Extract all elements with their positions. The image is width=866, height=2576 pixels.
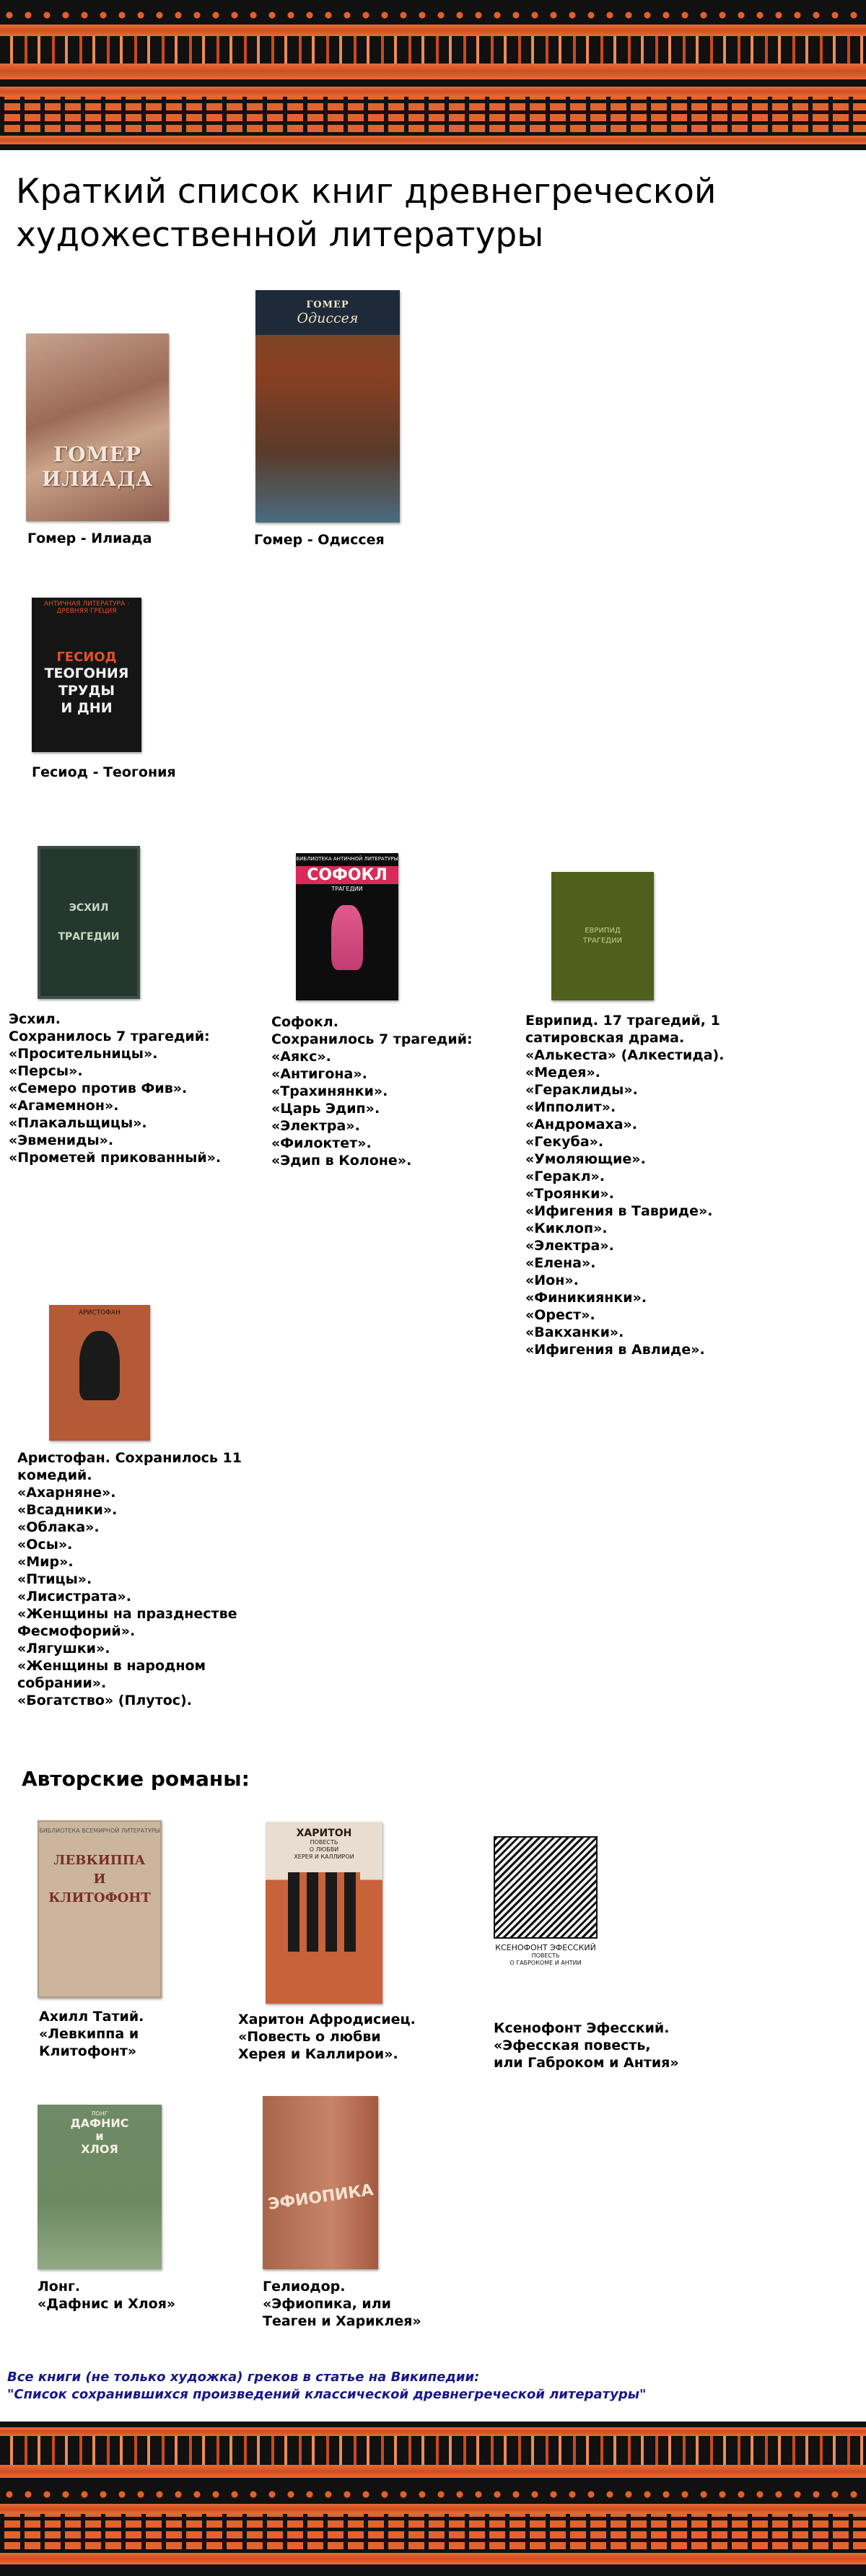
page-title-line-1: Краткий список книг древнегреческой <box>16 172 717 211</box>
book-cover-daphnis: ЛОНГ ДАФНИС и ХЛОЯ <box>38 2105 162 2269</box>
book-caption-aeschylus: Эсхил. Сохранилось 7 трагедий: «Просительницы». «Персы». «Семеро против Фив». «Агамемнон». «Плакальщицы». «Эвмениды». «Прометей прикованный». <box>9 1011 222 1166</box>
book-cover-sophocles: БИБЛИОТЕКА АНТИЧНОЙ ЛИТЕРАТУРЫ СОФОКЛ ТРАГЕДИИ <box>296 853 398 1000</box>
odyssey-title-band: ГОМЕР Одиссея <box>255 290 400 335</box>
book-cover-aeschylus: ЭСХИЛ ТРАГЕДИИ <box>38 846 140 999</box>
book-cover-chariton: ХАРИТОН ПОВЕСТЬ О ЛЮБВИ ХЕРЕЯ И КАЛЛИРОИ <box>266 1822 382 2004</box>
book-cover-aristophanes: АРИСТОФАН <box>49 1305 150 1441</box>
book-caption-leucippe: Ахилл Татий. «Левкиппа и Клитофонт» <box>39 2009 144 2059</box>
footer-line-1: Все книги (не только художка) греков в статье на Википедии: <box>7 2370 480 2385</box>
book-caption-euripides: Еврипид. 17 трагедий, 1 сатировская драма. «Алькеста» (Алкестида). «Медея». «Гераклиды». «Ипполит». «Андромаха». «Гекуба». «Умоляющие». «Геракл». «Троянки». «Ифигения в Тавриде». «Киклоп». «Электра». «Елена». «Ион». «Финикиянки». «Орест». «Вакханки». «Ифигения в Авлиде». <box>525 1013 725 1358</box>
book-cover-aethiopica: ЭФИОПИКА <box>263 2096 378 2269</box>
book-caption-chariton: Харитон Афродисиец. «Повесть о любви Херея и Каллирои». <box>238 2012 416 2062</box>
book-caption-odyssey: Гомер - Одиссея <box>254 532 385 548</box>
footer-note <box>7 2369 859 2403</box>
book-caption-aethiopica: Гелиодор. «Эфиопика, или Теаген и Хариклея» <box>263 2279 421 2329</box>
book-caption-sophocles: Софокл. Сохранилось 7 трагедий: «Аякс». «Антигона». «Трахинянки». «Царь Эдип». «Электра». «Филоктет». «Эдип в Колоне». <box>271 1014 473 1169</box>
book-cover-leucippe: БИБЛИОТЕКА ВСЕМИРНОЙ ЛИТЕРАТУРЫ ЛЕВКИППА И КЛИТОФОНТ <box>38 1820 162 1998</box>
book-caption-daphnis: Лонг. «Дафнис и Хлоя» <box>38 2279 176 2312</box>
footer-wikipedia-link[interactable]: "Список сохранившихся произведений классической древнегреческой литературы" <box>7 2387 647 2402</box>
sphinx-illustration <box>331 905 363 970</box>
book-caption-xenophon: Ксенофонт Эфесский. «Эфесская повесть, или Габроком и Антия» <box>494 2020 679 2071</box>
book-caption-theogony: Гесиод - Теогония <box>32 764 176 780</box>
book-cover-text-xenophon: КСЕНОФОНТ ЭФЕССКИЙ ПОВЕСТЬ О ГАБРОКОМЕ И АНТИИ <box>495 1943 596 1966</box>
book-illustration-xenophon <box>494 1836 598 1939</box>
book-caption-aristophanes: Аристофан. Сохранилось 11 комедий. «Ахарняне». «Всадники». «Облака». «Осы». «Мир». «Птицы». «Лисистрата». «Женщины на празднестве Фесмофорий». «Лягушки». «Женщины в народном собрании». «Богатство» (Плутос). <box>17 1450 242 1708</box>
greek-border-bottom <box>0 2422 866 2576</box>
comic-figure-illustration <box>79 1331 120 1400</box>
section-heading-novels: Авторские романы: <box>22 1767 250 1791</box>
book-cover-theogony: АНТИЧНАЯ ЛИТЕРАТУРА · ДРЕВНЯЯ ГРЕЦИЯ ГЕСИОД ТЕОГОНИЯ ТРУДЫ И ДНИ <box>32 598 141 752</box>
book-cover-iliad: ГОМЕР ИЛИАДА <box>26 333 169 521</box>
book-cover-odyssey <box>255 290 400 523</box>
book-cover-euripides: ЕВРИПИД ТРАГЕДИИ <box>551 872 654 1000</box>
vase-painting-illustration <box>288 1872 360 1952</box>
book-caption-iliad: Гомер - Илиада <box>27 531 152 546</box>
page-title-line-2: художественной литературы <box>16 215 544 255</box>
page-title <box>16 170 846 257</box>
greek-border-top <box>0 0 866 150</box>
